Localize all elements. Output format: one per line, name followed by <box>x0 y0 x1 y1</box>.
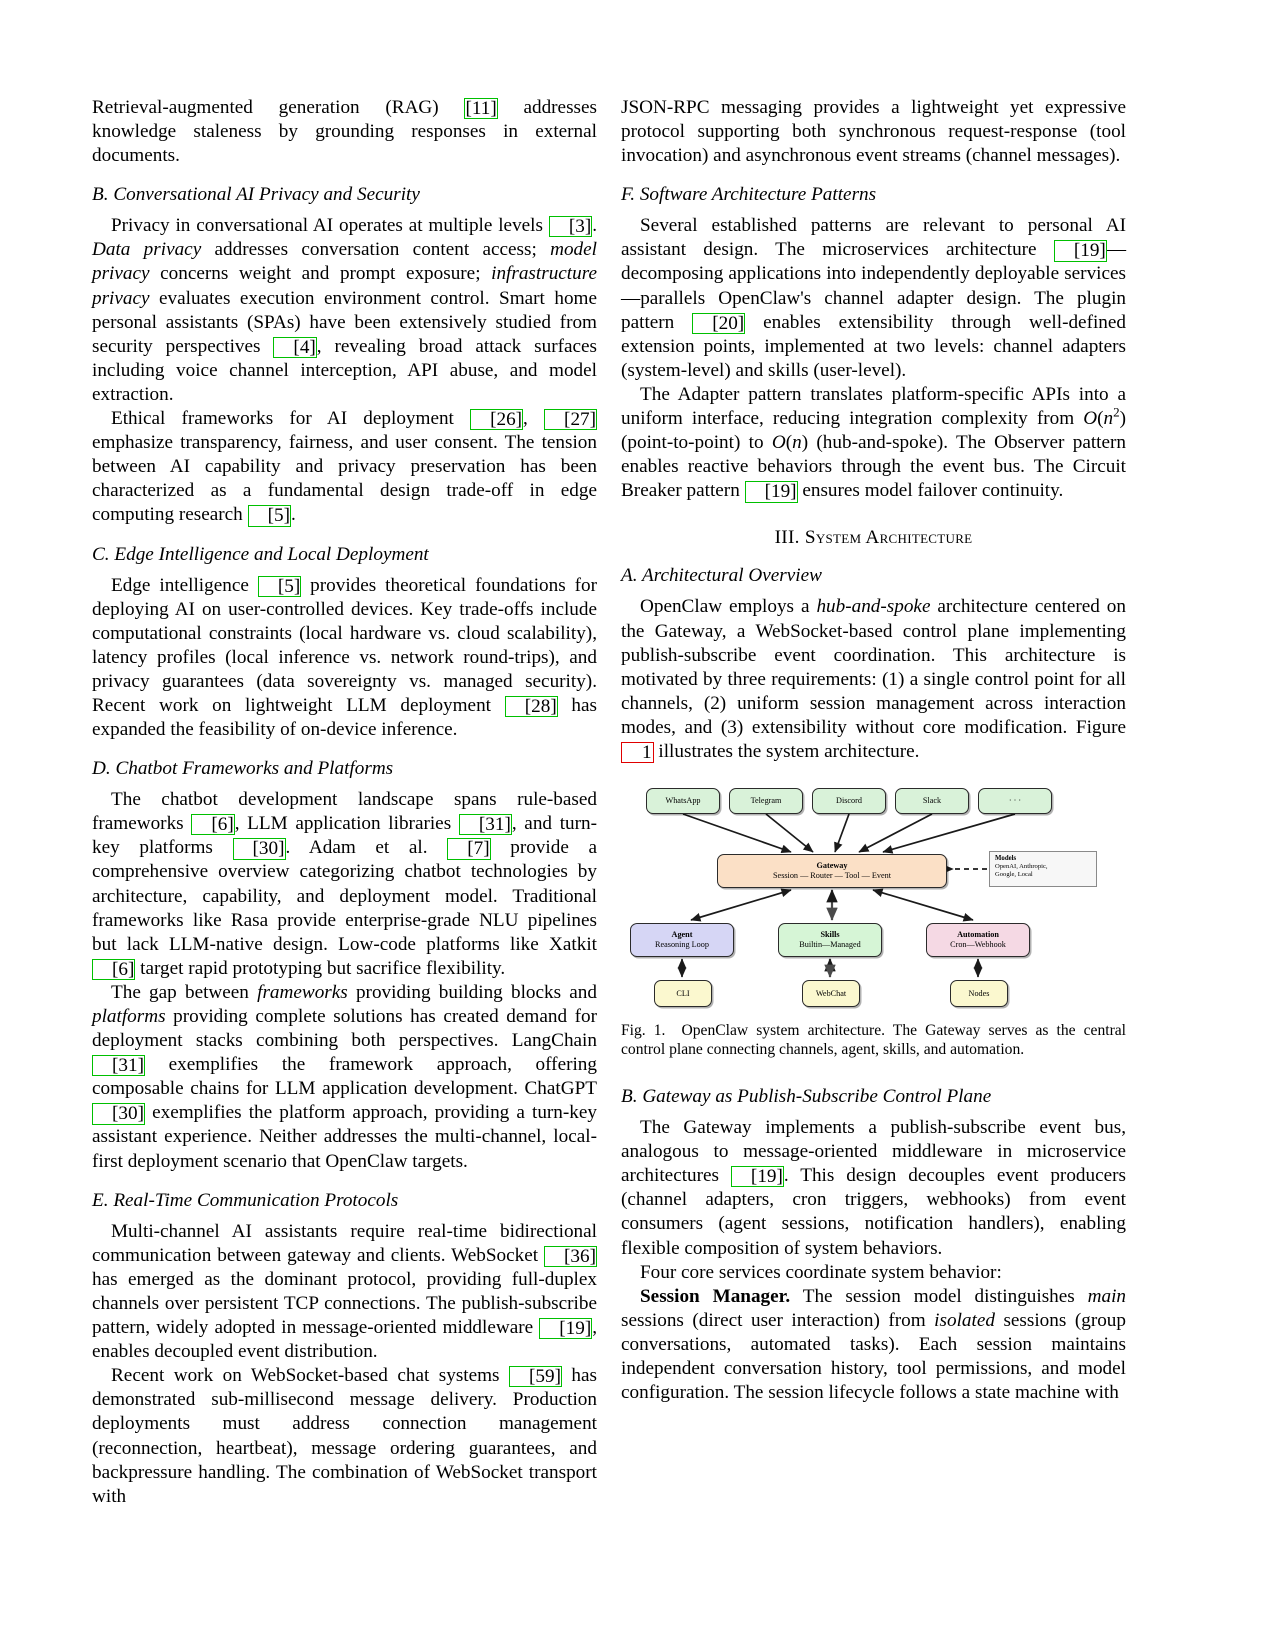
paragraph-edge-intelligence: Edge intelligence [5] provides theoretical foundations for deploying AI on user-controlled devices. Key trade-offs include computational constraints (local hardware vs. cloud scalability), latency profiles (local inference vs. network round-trips), and privacy guarantees (data sovereignty vs. managed security). Recent work on lightweight LLM deployment [28] has expanded the feasibility of on-device inference. <box>92 574 598 741</box>
figure-1 <box>621 780 1126 1059</box>
paragraph-chatbot-landscape: The chatbot development landscape spans rule-based frameworks [6], LLM application libraries [31], and turn-key platforms [30]. Adam et al. [7] provide a comprehensive overview categorizing chatbot technologies by architecture, capability, and deployment model. Traditional frameworks like Rasa provide enterprise-grade NLU pipelines but lack LLM-native design. Low-code platforms like Xatkit [6] target rapid prototyping but sacrifice flexibility. <box>92 789 597 980</box>
models-line2: Google, Local <box>995 871 1033 879</box>
heading-e-realtime: E. Real-Time Communication Protocols <box>92 1189 399 1211</box>
citation-link[interactable]: [19] <box>745 481 798 502</box>
heading-d-chatbot: D. Chatbot Frameworks and Platforms <box>92 758 394 780</box>
diagram-node-more-channels[interactable] <box>978 788 1052 814</box>
models-title: Models <box>995 855 1017 863</box>
figure-reference-link[interactable]: 1 <box>621 742 654 763</box>
node-label: CLI <box>676 988 690 998</box>
citation-link[interactable]: [59] <box>509 1366 562 1387</box>
diagram-node-nodes[interactable] <box>950 980 1008 1007</box>
citation-link[interactable]: [19] <box>1054 240 1107 261</box>
skills-subtitle: Builtin—Managed <box>799 940 861 950</box>
paragraph-multichannel: Multi-channel AI assistants require real-time bidirectional communication between gateway and clients. WebSocket [36] has emerged as the dominant protocol, providing full-duplex channels over persistent TCP connections. The publish-subscribe pattern, widely adopted in message-oriented middleware [19], enables decoupled event distribution. <box>92 1220 597 1363</box>
skills-title: Skills <box>820 930 840 940</box>
diagram-node-automation[interactable] <box>926 923 1030 957</box>
paragraph-session-manager: Session Manager. The session model distinguishes main sessions (direct user interaction) from isolated sessions (group conversations, automated tasks). Each session maintains independent conversation history, tool permissions, and model configuration. The session lifecycle follows a state machine with <box>621 1285 1126 1404</box>
session-manager-label: Session Manager. <box>640 1285 791 1307</box>
agent-subtitle: Reasoning Loop <box>655 940 709 950</box>
two-column-body <box>92 96 1127 1509</box>
paragraph-rag: Retrieval-augmented generation (RAG) [11] addresses knowledge staleness by grounding responses in external documents. <box>92 97 597 167</box>
citation-link[interactable]: [30] <box>233 838 286 859</box>
figure-caption <box>621 1021 1126 1059</box>
right-column <box>621 96 1126 1509</box>
heading-b-privacy: B. Conversational AI Privacy and Security <box>92 184 420 206</box>
citation-link[interactable]: [19] <box>731 1166 784 1187</box>
section-number: III. <box>774 527 800 549</box>
citation-link[interactable]: [6] <box>191 814 234 835</box>
diagram-node-skills[interactable] <box>778 923 882 957</box>
figure-caption-text: OpenClaw system architecture. The Gateway serves as the central control plane connecting channels, agent, skills, and automation. <box>621 1022 1127 1059</box>
paragraph-four-core-services: Four core services coordinate system behavior: <box>640 1261 1002 1283</box>
heading-c-edge: C. Edge Intelligence and Local Deployment <box>92 543 429 565</box>
section-heading-system-architecture <box>621 527 1126 549</box>
citation-link[interactable]: [6] <box>92 959 135 980</box>
paragraph-patterns: Several established patterns are relevant to personal AI assistant design. The microservices architecture [19]—decomposing applications into independently deployable services—parallels OpenClaw's channel adapter design. The plugin pattern [20] enables extensibility through well-defined extension points, implemented at two levels: channel adapters (system-level) and skills (user-level). <box>621 215 1126 381</box>
diagram-node-agent[interactable] <box>630 923 734 957</box>
diagram-node-telegram[interactable] <box>729 788 803 814</box>
complexity-n-squared: O <box>1083 408 1098 430</box>
diagram-node-slack[interactable] <box>895 788 969 814</box>
models-line1: OpenAI, Anthropic, <box>995 863 1048 871</box>
agent-title: Agent <box>671 930 693 940</box>
citation-link[interactable]: [7] <box>447 838 490 859</box>
citation-link[interactable]: [3] <box>549 216 592 237</box>
citation-link[interactable]: [5] <box>258 576 301 597</box>
section-title: System Architecture <box>804 527 973 549</box>
heading-b-gateway-pubsub: B. Gateway as Publish-Subscribe Control Plane <box>621 1086 992 1108</box>
citation-link[interactable]: [20] <box>692 313 745 334</box>
automation-subtitle: Cron—Webhook <box>950 940 1006 950</box>
paragraph-gateway-eventbus: The Gateway implements a publish-subscribe event bus, analogous to message-oriented middleware in microservice architectures [19]. This design decouples event producers (channel adapters, cron triggers, webhooks) from event consumers (agent sessions, notification handlers), enabling flexible composition of system behaviors. <box>621 1117 1126 1259</box>
automation-title: Automation <box>957 930 999 940</box>
citation-link[interactable]: [31] <box>92 1055 145 1076</box>
gateway-title: Gateway <box>816 861 848 871</box>
node-label: WebChat <box>815 988 847 998</box>
heading-f-patterns: F. Software Architecture Patterns <box>621 184 877 206</box>
citation-link[interactable]: [5] <box>248 505 291 526</box>
paragraph-websocket-chat: Recent work on WebSocket-based chat systems [59] has demonstrated sub-millisecond message delivery. Production deployments must address connection management (reconnection, heartbeat), message ordering guarantees, and backpressure handling. The combination of WebSocket transport with <box>92 1365 597 1507</box>
citation-link[interactable]: [4] <box>273 337 316 358</box>
node-label: · · · <box>1008 796 1022 806</box>
citation-link[interactable]: [26] <box>470 409 523 430</box>
heading-a-architectural-overview: A. Architectural Overview <box>621 565 822 587</box>
citation-link[interactable]: [31] <box>459 814 512 835</box>
citation-link[interactable]: [36] <box>544 1246 597 1267</box>
paragraph-openclaw-hubspoke: OpenClaw employs a hub-and-spoke architecture centered on the Gateway, a WebSocket-based control plane implementing publish-subscribe event coordination. This architecture is motivated by three requirements: (1) a single control point for all channels, (2) uniform session management across interaction modes, and (3) extensibility without core modification. Figure 1 illustrates the system architecture. <box>621 596 1126 763</box>
diagram-node-cli[interactable] <box>654 980 712 1007</box>
gateway-subtitle: Session — Router — Tool — Event <box>773 871 891 881</box>
figure-caption-label: Fig. 1. <box>621 1022 666 1040</box>
node-label: WhatsApp <box>665 796 701 806</box>
citation-link[interactable]: [19] <box>539 1318 592 1339</box>
citation-link[interactable]: [28] <box>505 696 558 717</box>
diagram-node-models[interactable] <box>989 851 1097 887</box>
diagram-node-whatsapp[interactable] <box>646 788 720 814</box>
paragraph-adapter-pattern: The Adapter pattern translates platform-specific APIs into a uniform interface, reducing integration complexity from $O(n^2)$ (point-to-point) to O(n) (hub-and-spoke). The Observer pattern enables reactive behaviors through the event bus. The Circuit Breaker pattern [19] ensures model failover continuity. <box>621 383 1126 503</box>
node-label: Slack <box>922 796 942 806</box>
diagram-node-discord[interactable] <box>812 788 886 814</box>
diagram-node-gateway[interactable] <box>717 854 947 888</box>
node-label: Nodes <box>968 988 990 998</box>
paragraph-framework-gap: The gap between frameworks providing building blocks and platforms providing complete solutions has created demand for deployment stacks combining both perspectives. LangChain [31] exemplifies the framework approach, offering composable chains for LLM application development. ChatGPT [30] exemplifies the platform approach, providing a turn-key assistant experience. Neither addresses the multi-channel, local-first deployment scenario that OpenClaw targets. <box>92 981 597 1172</box>
citation-link[interactable]: [30] <box>92 1103 145 1124</box>
citation-link[interactable]: [27] <box>544 409 597 430</box>
complexity-n: O <box>771 432 786 454</box>
citation-link[interactable]: [11] <box>465 98 497 119</box>
node-label: Telegram <box>750 796 782 806</box>
diagram-node-webchat[interactable] <box>802 980 860 1007</box>
paragraph-jsonrpc: JSON-RPC messaging provides a lightweight yet expressive protocol supporting both synchronous request-response (tool invocation) and asynchronous event streams (channel messages). <box>621 97 1126 167</box>
paragraph-ethical-frameworks: Ethical frameworks for AI deployment [26], [27] emphasize transparency, fairness, and user consent. The tension between AI capability and privacy preservation has been characterized as a fundamental design trade-off in edge computing research [5]. <box>92 408 597 527</box>
node-label: Discord <box>836 796 862 806</box>
left-column <box>92 96 597 1509</box>
figure-diagram-canvas <box>621 780 1126 1015</box>
paragraph-privacy-levels: Privacy in conversational AI operates at multiple levels [3]. Data privacy addresses conversation content access; model privacy concerns weight and prompt exposure; infrastructure privacy evaluates execution environment control. Smart home personal assistants (SPAs) have been extensively studied from security perspectives [4], revealing broad attack surfaces including voice channel interception, API abuse, and model extraction. <box>92 215 598 405</box>
